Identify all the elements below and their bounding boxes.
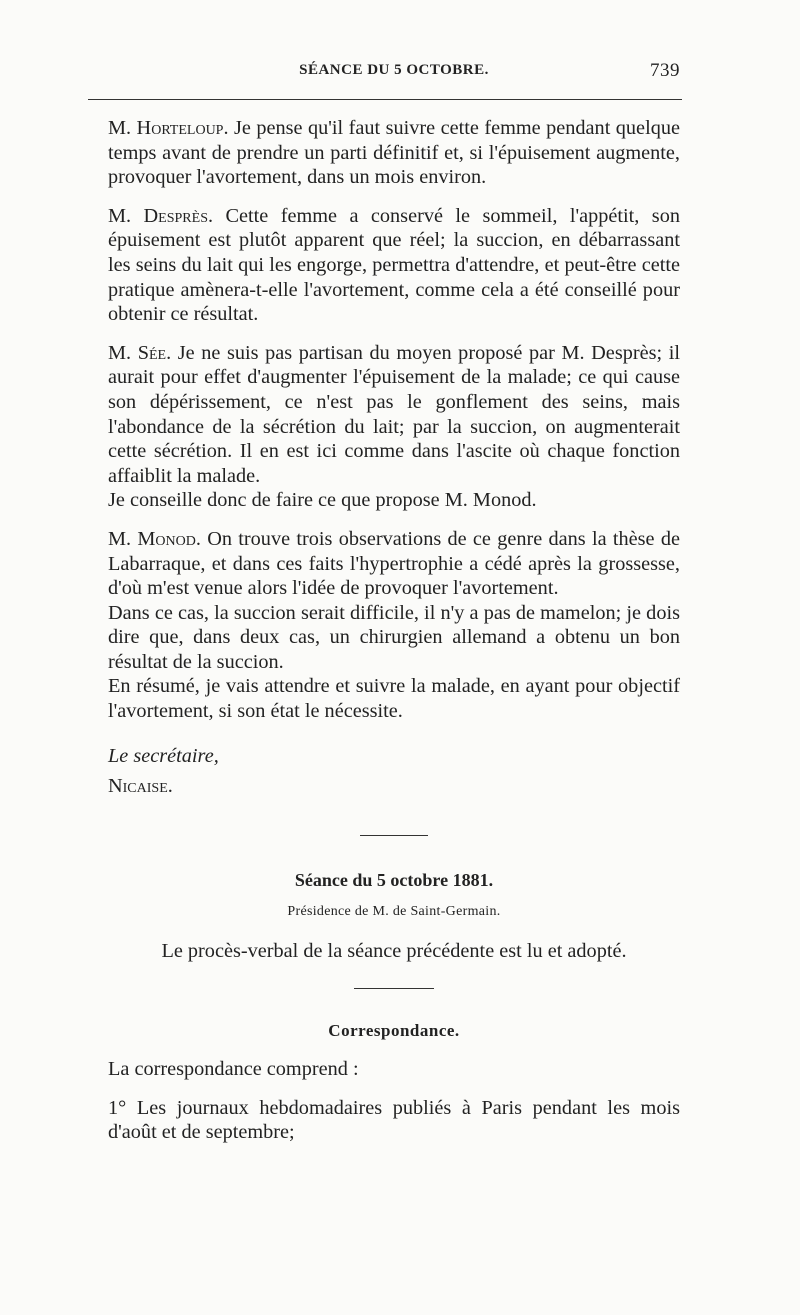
session-presidence: Présidence de M. de Saint-Germain. [287,904,501,920]
speaker-horteloup: M. Horteloup. [108,117,229,139]
body-text [108,116,680,1145]
correspondance-title: Correspondance. [328,1020,460,1040]
correspondance-intro: La correspondance comprend : [108,1058,359,1081]
session-title: Séance du 5 octobre 1881. [294,869,494,890]
paragraph-monod [108,527,680,601]
header-rule [88,99,682,100]
signature-name: Nicaise. [108,775,173,798]
speech-see: Je ne suis pas partisan du moyen proposé par M. Desprès; il aurait pour effet d'augmenter l'épuisement de la malade; ce qui cause son dépérissement, ce n'est pas le gonflement des seins, mais l'abondance de la sécrétion du lait; par la succion, on augmenterait cette sécrétion. Il en est ici comme dans l'ascite où chaque fonction affaiblit la malade. [108,341,680,487]
correspondance-item-1: 1° Les journaux hebdomadaires publiés à Paris pendant les mois d'août et de septembre; [108,1096,680,1144]
paragraph-monod-continuation-1: Dans ce cas, la succion serait difficile, il n'y a pas de mamelon; je dois dire que, dans deux cas, un chirurgien allemand a obtenu un bon résultat de la succion. [108,601,680,673]
minutes-adopted: Le procès-verbal de la séance précédente est lu et adopté. [161,940,627,963]
section-separator [360,835,428,836]
speech-horteloup: Je pense qu'il faut suivre cette femme pendant quelque temps avant de prendre un parti définitif et, si l'épuisement augmente, provoquer l'avortement, dans un mois environ. [108,117,680,189]
speech-despres: Cette femme a conservé le sommeil, l'appétit, son épuisement est plutôt apparent que réel; la succion, en débarrassant les seins du lait qui les engorge, permettra d'attendre, et peut-être cette pratique amènera-t-elle l'avortement, comme cela a été conseillé pour obtenir ce résultat. [108,204,680,326]
speaker-see: M. Sée. [108,341,172,364]
speaker-despres: M. Desprès. [108,204,214,227]
section-separator-2 [354,988,434,989]
paragraph-despres [108,204,680,327]
paragraph-see [108,341,680,489]
speaker-monod: M. Monod. [108,527,201,550]
running-title: SÉANCE DU 5 OCTOBRE. [299,62,489,78]
speech-monod: On trouve trois observations de ce genre dans la thèse de Labarraque, et dans ces faits l'hypertrophie a cédé après la grossesse, d'où m'est venue alors l'idée de provoquer l'avortement. [108,527,680,600]
page-number: 739 [650,60,680,81]
signature-role: Le secrétaire, [108,744,219,767]
paragraph-monod-continuation-2: En résumé, je vais attendre et suivre la malade, en ayant pour objectif l'avortement, si son état le nécessite. [108,675,680,723]
paragraph-see-continuation: Je conseille donc de faire ce que propose M. Monod. [108,489,537,512]
paragraph-horteloup [108,116,680,190]
